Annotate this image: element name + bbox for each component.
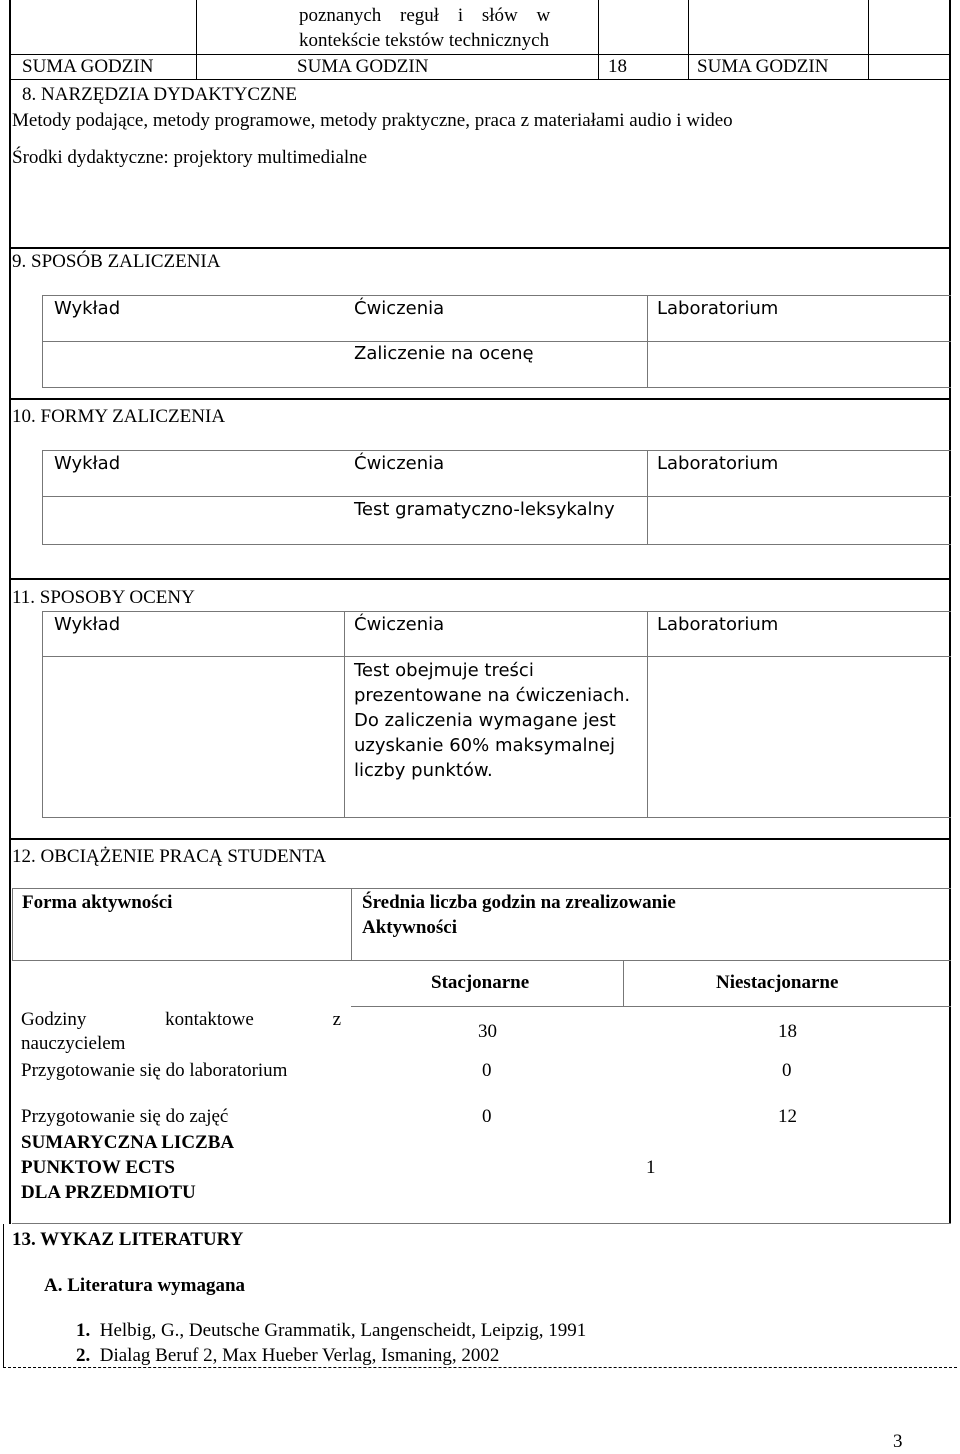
section-9-title: 9. SPOSÓB ZALICZENIA <box>12 251 221 272</box>
row-extramural: 0 <box>782 1060 792 1081</box>
list-item-number: 1. <box>76 1320 91 1341</box>
ects-value: 1 <box>646 1157 656 1178</box>
section-10-col-lecture: Wykład <box>54 453 121 474</box>
section-11-text-line-1: Test obejmuje treści <box>354 660 534 681</box>
section-11-text-line-5: liczby punktów. <box>354 760 493 781</box>
suma-godzin-value: 18 <box>608 56 627 77</box>
section-9-col-lecture: Wykład <box>54 298 121 319</box>
list-item <box>76 1320 586 1343</box>
row-label: Przygotowanie się do laboratorium <box>21 1060 288 1081</box>
col-stationary: Stacjonarne <box>431 972 530 993</box>
row-stationary: 0 <box>482 1106 492 1127</box>
section-10-title: 10. FORMY ZALICZENIA <box>12 406 226 427</box>
section-11-title: 11. SPOSOBY OCENY <box>12 587 195 608</box>
section-11-col-exercises: Ćwiczenia <box>354 614 445 635</box>
list-item-text: Dialag Beruf 2, Max Hueber Verlag, Ismaning, 2002 <box>99 1345 500 1366</box>
required-literature-title: A. Literatura wymagana <box>44 1275 246 1296</box>
form-header: Forma aktywności <box>22 892 173 913</box>
teaching-aids: Środki dydaktyczne: projektory multimedialne <box>12 147 368 168</box>
suma-godzin-2: SUMA GODZIN <box>297 56 429 77</box>
section-9-exercises-value: Zaliczenie na ocenę <box>354 343 534 364</box>
list-item-number: 2. <box>76 1345 91 1366</box>
row-stationary: 30 <box>478 1021 497 1042</box>
section-10-col-exercises: Ćwiczenia <box>354 453 445 474</box>
row-label-line-2: nauczycielem <box>21 1033 126 1054</box>
page-number: 3 <box>893 1431 903 1452</box>
section-8-title: 8. NARZĘDZIA DYDAKTYCZNE <box>22 84 297 105</box>
bottom-dashed-rule <box>3 1367 957 1368</box>
col-extramural: Niestacjonarne <box>716 972 839 993</box>
section-13-title: 13. WYKAZ LITERATURY <box>12 1229 244 1250</box>
ects-label-line-2: PUNKTOW ECTS <box>21 1157 175 1178</box>
suma-godzin-1: SUMA GODZIN <box>22 56 154 77</box>
row-stationary: 0 <box>482 1060 492 1081</box>
row-extramural: 12 <box>778 1106 797 1127</box>
avg-header-line-2: Aktywności <box>362 917 458 938</box>
section-11-text-line-3: Do zaliczenia wymagane jest <box>354 710 616 731</box>
section-11-col-lecture: Wykład <box>54 614 121 635</box>
section-11-text-line-2: prezentowane na ćwiczeniach. <box>354 685 631 706</box>
section-10-col-lab: Laboratorium <box>657 453 779 474</box>
row-label <box>21 1009 341 1032</box>
row-label: Przygotowanie się do zajęć <box>21 1106 229 1127</box>
section-9-col-lab: Laboratorium <box>657 298 779 319</box>
cont-line-1: poznanych reguł i słów w <box>299 5 551 26</box>
section-11-col-lab: Laboratorium <box>657 614 779 635</box>
row-label-word-2: kontaktowe <box>165 1009 254 1030</box>
row-label-word-1: Godziny <box>21 1009 87 1030</box>
teaching-methods: Metody podające, metody programowe, metody praktyczne, praca z materiałami audio i wideo <box>12 110 733 131</box>
section-10-exercises-value: Test gramatyczno-leksykalny <box>354 499 615 520</box>
ects-label-line-3: DLA PRZEDMIOTU <box>21 1182 196 1203</box>
section-9-col-exercises: Ćwiczenia <box>354 298 445 319</box>
avg-header-line-1: Średnia liczba godzin na zrealizowanie <box>362 892 676 913</box>
section-11-text-line-4: uzyskanie 60% maksymalnej <box>354 735 616 756</box>
list-item <box>76 1345 499 1368</box>
suma-godzin-3: SUMA GODZIN <box>697 56 829 77</box>
list-item-text: Helbig, G., Deutsche Grammatik, Langenscheidt, Leipzig, 1991 <box>99 1320 587 1341</box>
row-extramural: 18 <box>778 1021 797 1042</box>
section-12-title: 12. OBCIĄŻENIE PRACĄ STUDENTA <box>12 846 327 867</box>
row-label-word-3: z <box>332 1009 341 1030</box>
cont-line-2: kontekście tekstów technicznych <box>299 30 550 51</box>
ects-label-line-1: SUMARYCZNA LICZBA <box>21 1132 235 1153</box>
